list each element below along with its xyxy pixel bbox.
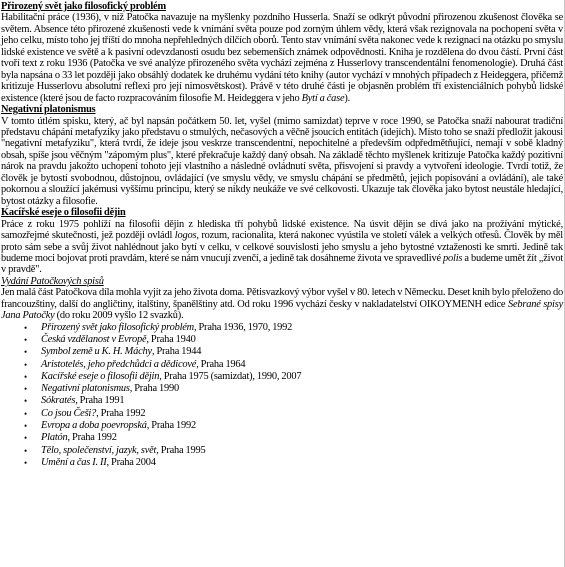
list-item — [1, 371, 563, 383]
section-heading-negative-platonism: Negativní platonismus — [1, 104, 96, 116]
bullet-icon: • — [24, 334, 27, 345]
work-detail: , Praha 1940 — [146, 333, 196, 345]
bullet-icon: • — [24, 322, 27, 333]
paragraph-italic-text: Bytí a čase — [301, 92, 345, 104]
bullet-icon: • — [24, 396, 27, 407]
list-item — [1, 457, 563, 469]
works-list — [1, 322, 563, 470]
bullet-icon: • — [24, 445, 27, 456]
bullet-icon: • — [24, 384, 27, 395]
work-title: Symbol země u K. H. Máchy — [41, 346, 152, 358]
work-detail: , Praha 1991 — [75, 395, 125, 407]
section-heading-natural-world: Přirozený svět jako filosofický problém — [1, 1, 166, 12]
work-title: Tělo, společenství, jazyk, svět — [41, 444, 157, 456]
paragraph-text: Habilitační práce (1936), v níž Patočka navazuje na myšlenky pozdního Husserla. Snaží se odkrýt původní přirozenou zkušenost člověka se světem. Absence této přirozené zkušenosti vede k vnímání světa pouze pod zorným úhlem vědy, která však rezignovala na pochopení světa v jeho celku, místo toho jej tříští do mnoha nepřehledných dílčích oborů. Tento stav vnímání světa nakonec vede k rezignaci na otázku po smyslu lidské existence ve světě a k pasivní odevzdanosti osudu bez sebemenších známek odpovědnosti. Kniha je rozdělena do dvou částí. První část tvoří text z roku 1936 (Patočka ve své analýze přirozeného světa vychází zejména z Husserlovy transcendentální fenomenologie). Druhá část byla napsána o 33 let později jako obsáhlý dodatek ke druhému vydání této knihy (autor vychází v mnohých případech z Heideggera, přičemž kritizuje Husserlovu absolutní reflexi pro její nimosvětskost). Právě v této druhé části je objasněn problém tří existenciálních pohybů lidské existence (které jsou de facto rozpracováním filosofie M. Heideggera v jeho — [1, 12, 563, 104]
paragraph-text: V tomto útlém spisku, který, ač byl napsán počátkem 50. let, vyšel (mimo samizdat) teprve v roce 1990, se Patočka snaží nabourat tradiční představu chápání metafyziky jako představu o stmulých, nečasových a věčně jsoucích entitách (idejích). Místo toho se snaží předložit jakousi "negativní metafyziku", která tvrdí, že ideje jsou veskrze transcendentní, nepochitelné a především odpředmětňující, nemají v sobě kladný obsah, spíše jsou věčným "zápomým plus", které překračuje každý daný obsah. Na základě těchto myšlenek kritizuje Patočka každý pozitivní nárok na pravdu jakožto uchopení tohoto její vlastního a následné ovládnutí světa, přisvojení si pravdy a vytvoření ideologie. Tvrdí totiž, že člověk je bytostí svobodnou, důstojnou, ovládající (ve smyslu vědy, ve smyslu chápání se předmětů, jejich popisování a ovládání), ale také pokornou a sloužící jakémusi vyššímu principu, který se nikdy neukáže ve své celkovosti. Ukazuje tak člověka jako bytost neustále hledající, bytost otázky a filosofie. — [1, 115, 563, 207]
bullet-icon: • — [24, 457, 27, 468]
paragraph-text: Práce z roku 1975 pohlíží na filosofii dějin z hlediska tří pohybů lidské existence. Na úsvit dějin se dívá jako na prožívání mýtické, samozřejmé skutečnosti, jež později ovládl — [1, 218, 563, 242]
paragraph-heretical-essays — [1, 219, 563, 276]
work-title: Co jsou Češi? — [41, 407, 97, 419]
work-title: Evropa a doba poevropská — [41, 420, 147, 432]
work-detail: , Praha 1944 — [151, 346, 202, 358]
work-title: Negativní platonismus — [41, 383, 130, 395]
work-detail: , Praha 1936, 1970, 1992 — [193, 321, 293, 333]
list-item — [1, 359, 563, 371]
list-item — [1, 395, 563, 407]
work-detail: , Praha 1995 — [156, 444, 206, 456]
paragraph-text: Jen malá část Patočkova díla mohla vyjít za jeho života doma. Pětisvazkový výbor vyšel v 80. letech v Německu. Deset knih bylo přeloženo do francouzštiny, další do angličtiny, italštiny, španělštiny atd. Od roku 1996 vychází česky v nakladatelství OIKOYMENH edice — [1, 287, 563, 310]
list-item — [1, 432, 563, 444]
list-item — [1, 408, 563, 420]
list-item — [1, 420, 563, 432]
bullet-icon: • — [24, 371, 27, 382]
paragraph-text: (do roku 2009 vyšlo 12 svazků). — [54, 310, 184, 322]
work-detail: , Praha 1992 — [96, 407, 146, 419]
list-item — [1, 346, 563, 358]
paragraph-text: a budeme umět žít „život v pravdě". — [1, 252, 563, 276]
section-heading-editions: Vydání Patočkových spisů — [1, 275, 104, 287]
section-heading-heretical-essays: Kacířské eseje o filosofii dějin — [1, 207, 126, 219]
paragraph-natural-world — [1, 12, 563, 104]
work-title: Umění a čas I. II — [41, 456, 107, 468]
bullet-icon: • — [24, 359, 27, 370]
work-title: Kacířské eseje o filosofii dějin — [41, 370, 160, 382]
list-item — [1, 445, 563, 457]
work-detail: , Praha 1992 — [67, 432, 117, 444]
list-item — [1, 322, 563, 334]
work-detail: , Praha 1975 (samizdat), 1990, 2007 — [159, 370, 302, 382]
paragraph-text: , rozum, racionalita, která nakonec vyústila ve století válek a velkých otřesů. Člověk by měl proto sám sebe a svůj život nahlédnout jako bytí v celku, v celkové souvislosti jeho smyslu a jeho bytostné vztaženosti ke smrti. Jedině tak budeme moci bojovat proti pravdám, které se nám vnucují zvenčí, a jedině tak dosáhneme života ve spravedlivé — [1, 230, 563, 264]
work-title: Aristotelés, jeho předchůdci a dědicové — [41, 358, 197, 370]
bullet-icon: • — [24, 408, 27, 419]
bullet-icon: • — [24, 421, 27, 432]
bullet-icon: • — [24, 433, 27, 444]
work-detail: , Praha 1964 — [196, 358, 246, 370]
work-detail: , Praha 1990 — [129, 383, 179, 395]
paragraph-italic-text: logos — [174, 230, 197, 242]
bullet-icon: • — [24, 347, 27, 358]
paragraph-italic-text: polis — [443, 252, 463, 264]
work-title: Česká vzdělanost v Evropě — [41, 333, 147, 345]
paragraph-negative-platonism — [1, 116, 563, 208]
work-detail: , Praha 1992 — [146, 420, 197, 432]
work-detail: , Praha 2004 — [106, 456, 156, 468]
work-title: Sókratés — [41, 395, 76, 407]
document-body — [1, 1, 563, 469]
paragraph-text-end: ). — [344, 92, 351, 104]
paragraph-italic-text: Sebrané spisy Jana Patočky — [1, 298, 563, 322]
list-item — [1, 383, 563, 395]
work-title: Přirozený svět jako filosofický problém — [41, 321, 194, 333]
paragraph-editions — [1, 287, 563, 321]
work-title: Platón — [41, 432, 68, 444]
list-item — [1, 334, 563, 346]
